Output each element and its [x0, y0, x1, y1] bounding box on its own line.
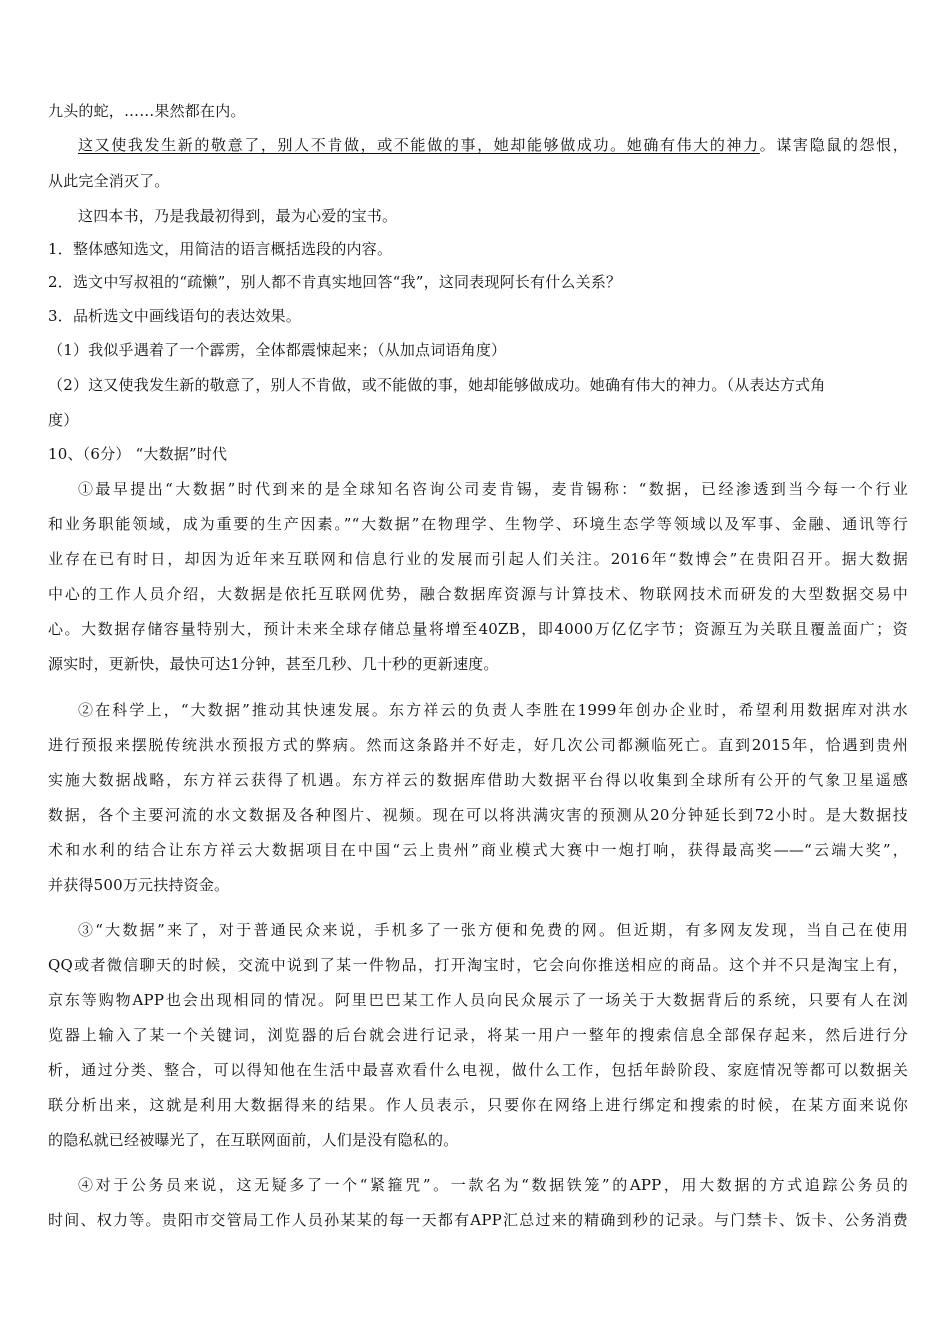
text-line: 并获得500万元扶持资金。 — [48, 876, 230, 894]
text-line: （2）这又使我发生新的敬意了，别人不肯做，或不能做的事，她却能够做成功。她确有伟大的神力。（从表达方式角 — [48, 376, 826, 394]
text-line: 业存在已有时日，却因为近年来互联网和信息行业的发展而引起人们关注。2016年“数博会”在贵阳召开。据大数据 — [48, 550, 908, 568]
text-line: ④对于公务员来说，这无疑多了一个“紧箍咒”。一款名为“数据铁笼”的APP，用大数据的方式追踪公务员的 — [78, 1176, 908, 1194]
text-line: 九头的蛇，……果然都在内。 — [48, 102, 246, 120]
text-line: ①最早提出“大数据”时代到来的是全球知名咨询公司麦肯锡，麦肯锡称：“数据，已经渗透到当今每一个行业 — [78, 480, 908, 498]
text-line: 中心的工作人员介绍，大数据是依托互联网优势，融合数据库资源与计算技术、物联网技术而研发的大型数据交易中 — [48, 585, 908, 603]
text-line: 这四本书，乃是我最初得到，最为心爱的宝书。 — [78, 207, 398, 225]
text-line: 心。大数据存储容量特别大，预计未来全球存储总量将增至40ZB，即4000万亿亿字节；资源互为关联且覆盖面广；资 — [48, 620, 908, 638]
text-line: 析，通过分类、整合，可以得知他在生活中最喜欢看什么电视，做什么工作，包括年龄阶段、家庭情况等都可以数据关 — [48, 1061, 908, 1079]
text-line: 10、（6分） “大数据”时代 — [48, 445, 228, 463]
text-line: 术和水利的结合让东方祥云大数据项目在中国“云上贵州”商业模式大赛中一炮打响，获得最高奖——“云端大奖”， — [48, 841, 908, 859]
text-line: 数据，各个主要河流的水文数据及各种图片、视频。现在可以将洪满灾害的预测从20分钟延长到72小时。是大数据技 — [48, 806, 908, 824]
text-line: 和业务职能领域，成为重要的生产因素。”“大数据”在物理学、生物学、环境生态学等领域以及军事、金融、通讯等行 — [48, 515, 908, 533]
text-line: 联分析出来，这就是利用大数据得来的结果。作人员表示，只要你在网络上进行绑定和搜索的时候，在某方面来说你 — [48, 1096, 908, 1114]
text-line: 2．选文中写叔祖的“疏懒”，别人都不肯真实地回答“我”，这同表现阿长有什么关系？ — [48, 273, 622, 291]
text-line: 源实时，更新快，最快可达1分钟，甚至几秒、几十秒的更新速度。 — [48, 655, 499, 673]
text-line: 的隐私就已经被曝光了，在互联网面前，人们是没有隐私的。 — [48, 1131, 459, 1149]
text-line — [78, 135, 908, 155]
text-line: ③“大数据”来了，对于普通民众来说，手机多了一张方便和免费的网。但近期，有多网友发现，当自己在使用 — [78, 921, 908, 939]
text-line: 进行预报来摆脱传统洪水预报方式的弊病。然而这条路并不好走，好几次公司都濒临死亡。直到2015年，恰遇到贵州 — [48, 736, 908, 754]
text-line: 京东等购物APP也会出现相同的情况。阿里巴巴某工作人员向民众展示了一场关于大数据背后的系统，只要有人在浏 — [48, 991, 908, 1009]
text-line: 3．品析选文中画线语句的表达效果。 — [48, 307, 301, 325]
text-line: 览器上输入了某一个关键词，浏览器的后台就会进行记录，将某一用户一整年的搜索信息全部保存起来，然后进行分 — [48, 1026, 908, 1044]
text-line: 实施大数据战略，东方祥云获得了机遇。东方祥云的数据库借助大数据平台得以收集到全球所有公开的气象卫星遥感 — [48, 771, 908, 789]
text-line: （1）我似乎遇着了一个霹雳，全体都震悚起来；（从加点词语角度） — [48, 341, 507, 359]
sentence-rest: 。谋害隐鼠的怨恨， — [759, 136, 908, 154]
text-line: 1．整体感知选文，用简洁的语言概括选段的内容。 — [48, 240, 393, 258]
text-line: 度） — [48, 411, 79, 429]
text-line: QQ或者微信聊天的时候，交流中说到了某一件物品，打开淘宝时，它会向你推送相应的商品。这个并不只是淘宝上有， — [48, 956, 908, 974]
text-line: ②在科学上，“大数据”推动其快速发展。东方祥云的负责人李胜在1999年创办企业时，希望利用数据库对洪水 — [78, 701, 908, 719]
underlined-sentence: 这又使我发生新的敬意了，别人不肯做，或不能做的事，她却能够做成功。她确有伟大的神力 — [78, 136, 760, 154]
text-line: 从此完全消灭了。 — [48, 172, 170, 190]
text-line: 时间、权力等。贵阳市交管局工作人员孙某某的每一天都有APP汇总过来的精确到秒的记录。与门禁卡、饭卡、公务消费 — [48, 1211, 908, 1229]
